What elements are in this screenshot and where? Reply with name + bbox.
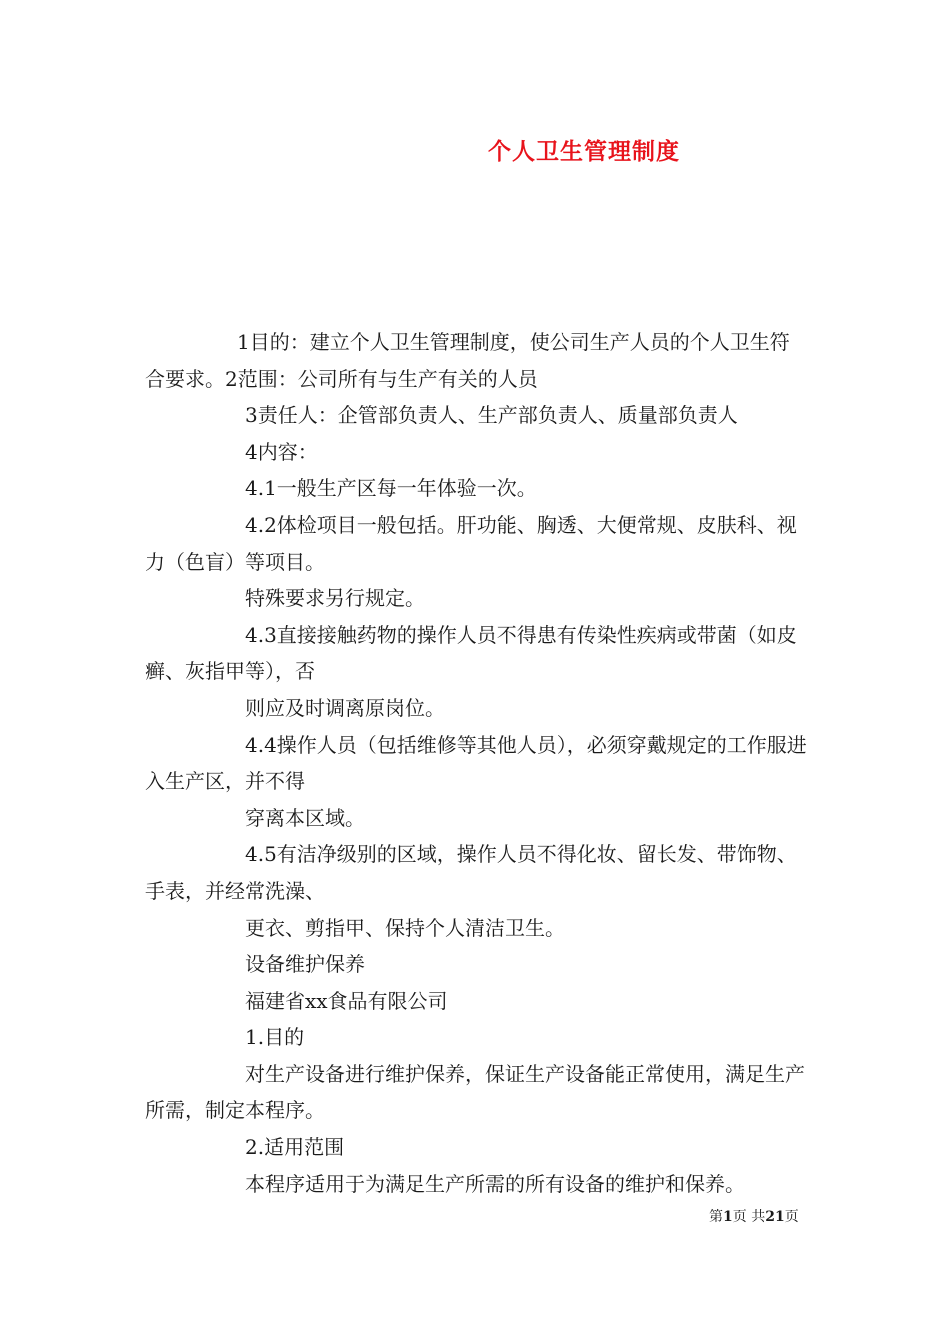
footer-middle: 页 共 [732,1209,766,1225]
footer-suffix: 页 [784,1209,799,1225]
heading-purpose: 1.目的 [245,1025,305,1050]
paragraph-special: 特殊要求另行规定。 [245,586,425,611]
current-page-number: 1 [723,1209,733,1225]
page-number-footer [709,1206,799,1226]
paragraph-responsible: 3责任人：企管部负责人、生产部负责人、质量部负责人 [245,403,738,428]
paragraph-4-1: 4.1一般生产区每一年体验一次。 [245,476,537,501]
paragraph-maintenance-purpose: 对生产设备进行维护保养，保证生产设备能正常使用，满足生产所需，制定本程序。 [145,1061,805,1123]
paragraph-4-2: 4.2体检项目一般包括。肝功能、胸透、大便常规、皮肤科、视力（色盲）等项目。 [145,512,797,574]
document-body [145,324,807,1202]
document-title: 个人卫生管理制度 [488,138,680,165]
heading-scope: 2.适用范围 [245,1135,345,1160]
paragraph-4-3-cont: 则应及时调离原岗位。 [245,695,445,720]
paragraph-4-5: 4.5有洁净级别的区域，操作人员不得化妆、留长发、带饰物、手表，并经常洗澡、 [145,842,797,903]
heading-equipment-maintenance: 设备维护保养 [245,952,365,977]
paragraph-4-4: 4.4操作人员（包括维修等其他人员），必须穿戴规定的工作服进入生产区，并不得 [145,732,807,794]
paragraph-purpose: 1目的：建立个人卫生管理制度，使公司生产人员的个人卫生符合要求。2范围：公司所有与生产有关的人员 [145,330,790,391]
paragraph-content-heading: 4内容： [245,439,318,464]
footer-prefix: 第 [709,1209,723,1225]
company-name: 福建省xx食品有限公司 [245,988,448,1013]
paragraph-scope: 本程序适用于为满足生产所需的所有设备的维护和保养。 [245,1171,745,1196]
total-page-number: 21 [765,1209,785,1225]
paragraph-4-5-cont: 更衣、剪指甲、保持个人清洁卫生。 [245,915,565,940]
paragraph-4-3: 4.3直接接触药物的操作人员不得患有传染性疾病或带菌（如皮癣、灰指甲等），否 [145,622,797,684]
paragraph-4-4-cont: 穿离本区域。 [245,805,365,830]
